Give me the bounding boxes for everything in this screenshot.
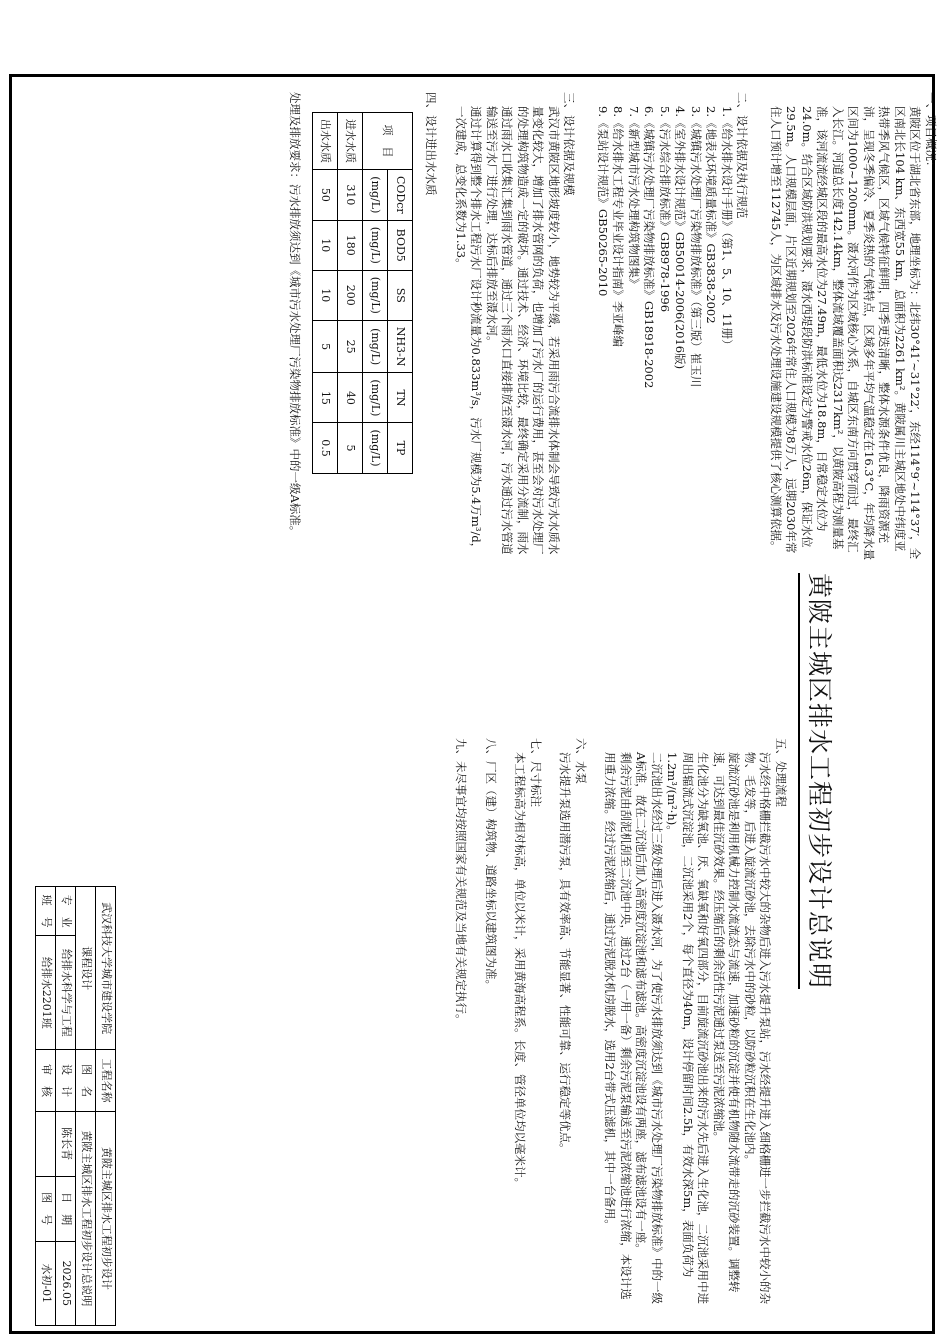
designer-value: 陈长青 <box>56 1111 76 1176</box>
table-cell: 15 <box>312 373 337 423</box>
table-row <box>337 113 362 474</box>
section7-heading: 七、尺寸标注 <box>528 738 543 807</box>
table-cell: 10 <box>312 220 337 270</box>
table-cell: 项 目 <box>362 113 412 170</box>
project-value: 黄陂主城区排水工程初步设计 <box>96 1111 116 1325</box>
standard-item: 9.《泵站设计规范》GB50265-2010 <box>595 106 610 297</box>
standard-item: 6.《城镇污水处理厂污染物排放标准》GB18918-2002 <box>642 106 657 389</box>
table-cell: 5 <box>337 423 362 473</box>
section3-paragraph: 武汉市黄陂区地形坡度较小，地势较为平缓，若采用雨污合流排水体制会导致污水水质水量变化较大，增加了排水管网的负荷，也增加了污水厂的运行费用，甚至会对污水处理厂的处理构筑物造成一定的破坏。通过技术、经济、环境比较，最终确定采用分流制，雨水通过雨水口收集汇集到雨水管道，通过三个雨水口直接排放至滠水河，污水通过污水管道输送至污水厂进行处理，达标后排放至滠水河。 <box>484 106 561 555</box>
table-cell: 进水水质 <box>337 113 362 170</box>
section1-paragraph: 黄陂区位于湖北省东部，地理坐标为：北纬30°41′~31°22′，东经114°9′~114°37′，全区南北长104 km、东西宽55 km，总面积为2261 km²。黄陂属川主城区地处中纬度亚热带季风气候区，区域气候特征鲜明，四季更迭清晰，整体水源条件优良，降雨资源充沛，呈现冬季偏冷、夏季炎热的气候特点，区域多年平均气温稳定在16.3°C，年均降水量区间为1000~1200mm。滠水河作为区域核心水系，自城区东南方向贯穿而过，最终汇入长江。河道总长度142.14km，整体流域覆盖面积达2317km²，以黄陂高程为测量基准，该河流流经城区段的最高水位为27.49m，最低水位为18.8m，日常稳定水位为24.0m。结合区域防洪规划要求，滠水西堤段防洪标准设定为警戒水位26m，保证水位29.5m。人口规模层面，片区近期规划至2026年常住人口规模为8万人，远期2030年常住人口预计增至112745人，为区域排水及污水处理设施建设规模提供了核心测算依据。 <box>768 106 923 561</box>
section1-heading: 一、项目概况： <box>924 92 938 173</box>
discharge-note: 处理及排放要求：污水排放须达到《城市污水处理厂污染物排放标准》中的一级A标准。 <box>287 92 302 538</box>
class-value: 给排水2201班 <box>36 936 56 1050</box>
drawing-name-value: 黄陂主城区排水工程初步设计总说明 <box>76 1111 96 1325</box>
section3-paragraph: 通过计算得到整个排水工程污水厂设计秒流量为0.833m³/s，污水厂规模为5.4万m³/d，一次建成，总变化系数为1.33。 <box>453 106 484 555</box>
sheet-value: 水初-01 <box>36 1241 56 1325</box>
table-cell: (mg/L) <box>362 270 387 320</box>
table-cell: (mg/L) <box>362 423 387 473</box>
section5-paragraph: 生化池分为缺氧池、厌、氧缺氧和好氧四部分，目前旋流沉砂池出来的污水先后进入生化池，二沉池采用中进周出辐流式沉淀池，二沉池采用2个，每个直径为40m，设计停留时间2.5h，有效水深5m，表面负荷为1.2m³/(m²·h)。 <box>665 752 711 1304</box>
standard-item: 1.《给水排水设计手册》（第1、5、10、11册） <box>719 106 734 351</box>
table-cell: 50 <box>312 170 337 221</box>
date-value: 2026.05 <box>56 1241 76 1325</box>
section3-heading: 三、设计依据及规模 <box>562 92 577 196</box>
section6-heading: 六、水泵 <box>573 738 588 784</box>
table-cell: CODcr <box>387 170 412 221</box>
table-cell: (mg/L) <box>362 220 387 270</box>
section5-paragraph: 剩余污泥由刮泥机刮至二沉池中央，通过2台（一用一备）剩余污泥泵输送至污泥浓缩池进行浓缩，本设计选用重力浓缩。经过污泥浓缩后，通过污泥脱水机房脱水，选用2台带式压滤机，其中一台备用。 <box>603 752 633 1300</box>
reviewer-value <box>36 1111 56 1176</box>
title-block <box>35 886 116 1326</box>
standard-item: 5.《污水综合排放标准》GB8978-1996 <box>657 106 672 313</box>
left-column <box>286 92 938 562</box>
drawing-name-label: 图 名 <box>76 1050 96 1111</box>
table-cell: SS <box>387 270 412 320</box>
section5-paragraph: 二沉池出水经过三级处理后进入滠水河，为了使污水排放须达到《城市污水处理厂污染物排放标准》中的一级A标准，故在二沉池后加入高密度沉淀池和滤布滤池。高密度沉淀池设有两座，滤布滤池设有一座。 <box>634 752 664 1304</box>
table-cell: TN <box>387 373 412 423</box>
rotated-content <box>16 78 948 1330</box>
table-cell: 0.5 <box>312 423 337 473</box>
class-label: 班 号 <box>36 887 56 936</box>
standard-item: 3.《城镇污水处理厂污染物排放标准》（第三版）崔玉川 <box>688 106 703 388</box>
table-cell: (mg/L) <box>362 320 387 373</box>
section5-paragraph: 污水经中格栅拦截污水中较大的杂物后进入污水提升泵站，污水经提升进入细格栅进一步拦截污水中较小的杂物、毛发等，后进入旋流沉砂池，去除污水中的砂粒，以防砂粒沉积在生化池内。 <box>742 752 773 1304</box>
standard-item: 7.《新型城市污水处理构筑物图集》 <box>626 106 641 290</box>
document-title: 黄陂主城区排水工程初步设计总说明 <box>798 573 836 989</box>
table-cell: (mg/L) <box>362 170 387 221</box>
standard-item: 2.《地表水环境质量标准》GB3838-2002 <box>704 106 719 324</box>
course-label: 课程设计 <box>76 887 96 1050</box>
table-row <box>96 887 116 1326</box>
table-row <box>76 887 96 1326</box>
table-row <box>36 887 56 1326</box>
section5-paragraph: 旋流沉砂池是利用机械力控制水流流态与流速，加速砂粒的沉淀并使有机物随水流带走的沉砂装置。调整转速，可达到最佳沉砂效果。经压缩后的剩余活性污泥通过泵送至污泥浓缩池。 <box>711 752 742 1293</box>
designer-label: 设 计 <box>56 1050 76 1111</box>
major-label: 专 业 <box>56 887 76 936</box>
table-cell: BOD5 <box>387 220 412 270</box>
table-cell: 出水水质 <box>312 113 337 170</box>
standard-item: 8.《给水排水工程专业毕业设计指南》李亚峰编 <box>611 106 626 347</box>
section2-heading: 二、设计依据及执行规范 <box>735 92 750 219</box>
reviewer-label: 审 核 <box>36 1050 56 1111</box>
section6-text: 污水提升泵选用潜污泵，具有效率高、节能显著、性能可靠、运行稳定等优点。 <box>558 752 573 1155</box>
table-cell: 180 <box>337 220 362 270</box>
section8-heading: 八、厂区（建）构筑物、道路坐标以建筑图为准。 <box>483 738 498 991</box>
project-label: 工程名称 <box>96 1050 116 1111</box>
standards-list <box>594 92 734 562</box>
table-cell: NH3-N <box>387 320 412 373</box>
standard-item: 4.《室外排水设计规范》GB50014-2006(2016版) <box>673 106 688 370</box>
table-row <box>387 113 412 474</box>
table-cell: 25 <box>337 320 362 373</box>
table-cell: 310 <box>337 170 362 221</box>
table-cell: 200 <box>337 270 362 320</box>
title-block-table <box>35 886 116 1326</box>
table-row <box>312 113 337 474</box>
table-row <box>56 887 76 1326</box>
table-cell: 10 <box>312 270 337 320</box>
table-cell: (mg/L) <box>362 373 387 423</box>
section9-heading: 九、未尽事宜均按照国家有关规范及当地有关规定执行。 <box>454 738 469 1026</box>
sheet-label: 图 号 <box>36 1176 56 1241</box>
section4-heading: 四、设计进出水水质 <box>424 92 439 196</box>
table-cell: TP <box>387 423 412 473</box>
right-column <box>453 738 788 1308</box>
date-label: 日 期 <box>56 1176 76 1241</box>
table-cell: 5 <box>312 320 337 373</box>
water-quality-table <box>312 112 413 474</box>
table-cell: 40 <box>337 373 362 423</box>
major-value: 给排水科学与工程 <box>56 936 76 1050</box>
section5-heading: 五、处理流程 <box>774 738 788 807</box>
section7-text: 本工程标高为相对标高，单位以米计，采用黄海高程系。长度、管径单位均以毫米计。 <box>513 752 528 1189</box>
school-name: 武汉科技大学城市建设学院 <box>96 887 116 1050</box>
